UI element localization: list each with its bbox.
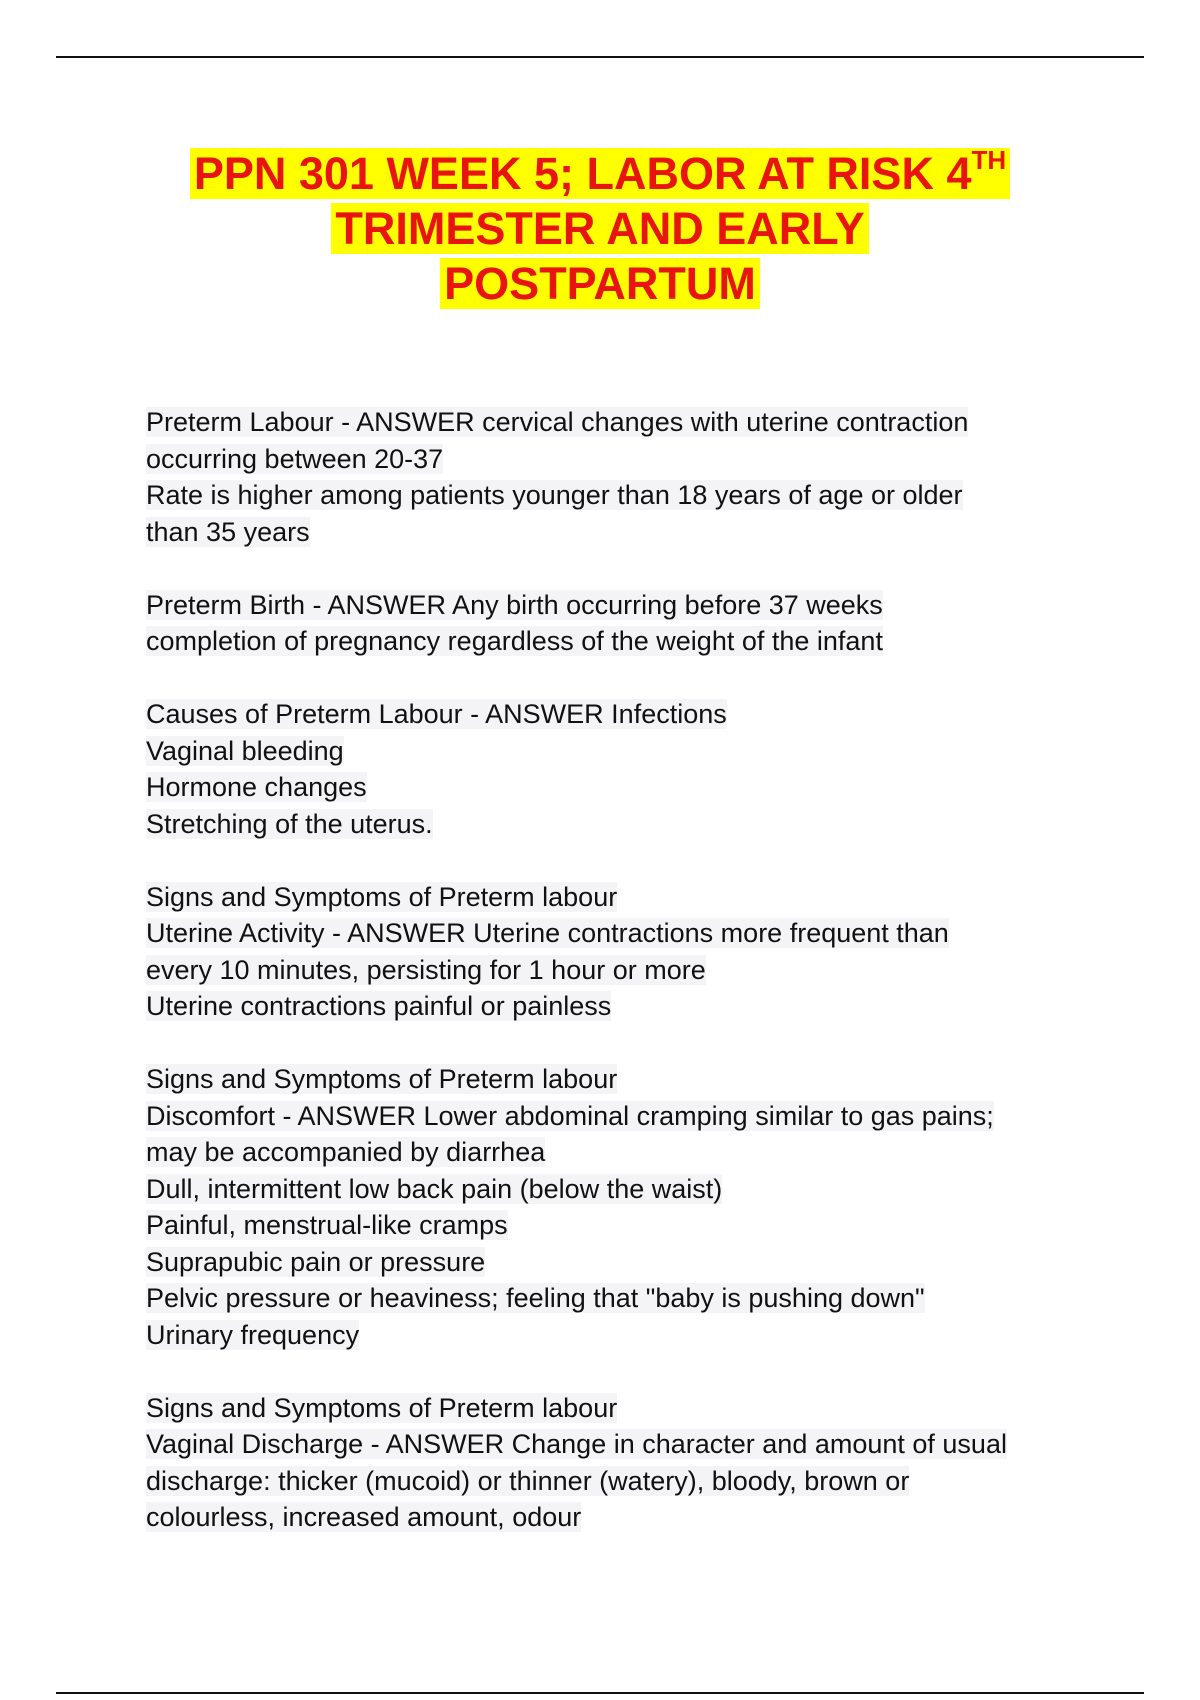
text-line xyxy=(146,623,1096,660)
text-line xyxy=(146,1061,1096,1098)
text-line xyxy=(146,441,1096,478)
text-line-content: Suprapubic pain or pressure xyxy=(146,1246,486,1277)
text-line-content: Preterm Labour - ANSWER cervical changes with uterine contraction xyxy=(146,407,969,437)
bottom-rule xyxy=(56,1692,1144,1694)
text-line-content: every 10 minutes, persisting for 1 hour or more xyxy=(146,954,706,985)
document-body xyxy=(146,404,1096,1572)
text-line-content: Discomfort - ANSWER Lower abdominal cramping similar to gas pains; xyxy=(146,1100,994,1131)
qa-block xyxy=(146,879,1096,1025)
text-line-content: Stretching of the uterus. xyxy=(146,808,433,839)
text-line xyxy=(146,733,1096,770)
page-title xyxy=(100,146,1100,311)
text-line-content: Painful, menstrual-like cramps xyxy=(146,1210,508,1240)
text-line-content: Uterine Activity - ANSWER Uterine contractions more frequent than xyxy=(146,918,949,948)
text-line-content: Uterine contractions painful or painless xyxy=(146,991,612,1021)
text-line xyxy=(146,1317,1096,1354)
text-line xyxy=(146,806,1096,843)
text-line xyxy=(146,514,1096,551)
text-line-content: Hormone changes xyxy=(146,772,367,802)
text-line-content: than 35 years xyxy=(146,516,310,547)
qa-block xyxy=(146,1390,1096,1536)
text-line xyxy=(146,1426,1096,1463)
text-line-content: Vaginal bleeding xyxy=(146,735,344,766)
text-line-content: Urinary frequency xyxy=(146,1319,360,1350)
text-line xyxy=(146,1390,1096,1427)
text-line xyxy=(146,1098,1096,1135)
text-line-content: Pelvic pressure or heaviness; feeling that "baby is pushing down" xyxy=(146,1283,925,1313)
text-line xyxy=(146,1463,1096,1500)
qa-block xyxy=(146,587,1096,660)
text-line xyxy=(146,587,1096,624)
text-line xyxy=(146,1244,1096,1281)
text-line xyxy=(146,696,1096,733)
text-line-content: discharge: thicker (mucoid) or thinner (watery), bloody, brown or xyxy=(146,1465,910,1496)
title-line-1-text: PPN 301 WEEK 5; LABOR AT RISK 4 xyxy=(193,148,972,199)
text-line xyxy=(146,1499,1096,1536)
text-line-content: Dull, intermittent low back pain (below the waist) xyxy=(146,1173,723,1204)
text-line-content: Preterm Birth - ANSWER Any birth occurring before 37 weeks xyxy=(146,589,883,620)
title-line-2: TRIMESTER AND EARLY xyxy=(331,203,868,254)
text-line xyxy=(146,1280,1096,1317)
text-line xyxy=(146,952,1096,989)
text-line-content: may be accompanied by diarrhea xyxy=(146,1137,546,1167)
text-line-content: Signs and Symptoms of Preterm labour xyxy=(146,881,618,912)
qa-block xyxy=(146,404,1096,550)
text-line xyxy=(146,1171,1096,1208)
title-line-1 xyxy=(190,145,1010,199)
text-line-content: occurring between 20-37 xyxy=(146,443,444,474)
text-line xyxy=(146,404,1096,441)
qa-block xyxy=(146,696,1096,842)
text-line-content: Vaginal Discharge - ANSWER Change in character and amount of usual xyxy=(146,1429,1007,1459)
title-line-3: POSTPARTUM xyxy=(440,258,760,309)
text-line xyxy=(146,1134,1096,1171)
text-line-content: Signs and Symptoms of Preterm labour xyxy=(146,1064,618,1094)
text-line xyxy=(146,988,1096,1025)
text-line xyxy=(146,879,1096,916)
title-superscript: TH xyxy=(971,145,1007,175)
text-line-content: Signs and Symptoms of Preterm labour xyxy=(146,1392,618,1423)
text-line-content: Causes of Preterm Labour - ANSWER Infections xyxy=(146,699,727,729)
text-line xyxy=(146,915,1096,952)
text-line-content: Rate is higher among patients younger than 18 years of age or older xyxy=(146,480,963,510)
text-line-content: completion of pregnancy regardless of the weight of the infant xyxy=(146,626,883,656)
text-line xyxy=(146,1207,1096,1244)
top-rule xyxy=(56,56,1144,58)
text-line xyxy=(146,477,1096,514)
qa-block xyxy=(146,1061,1096,1353)
text-line-content: colourless, increased amount, odour xyxy=(146,1502,582,1532)
text-line xyxy=(146,769,1096,806)
